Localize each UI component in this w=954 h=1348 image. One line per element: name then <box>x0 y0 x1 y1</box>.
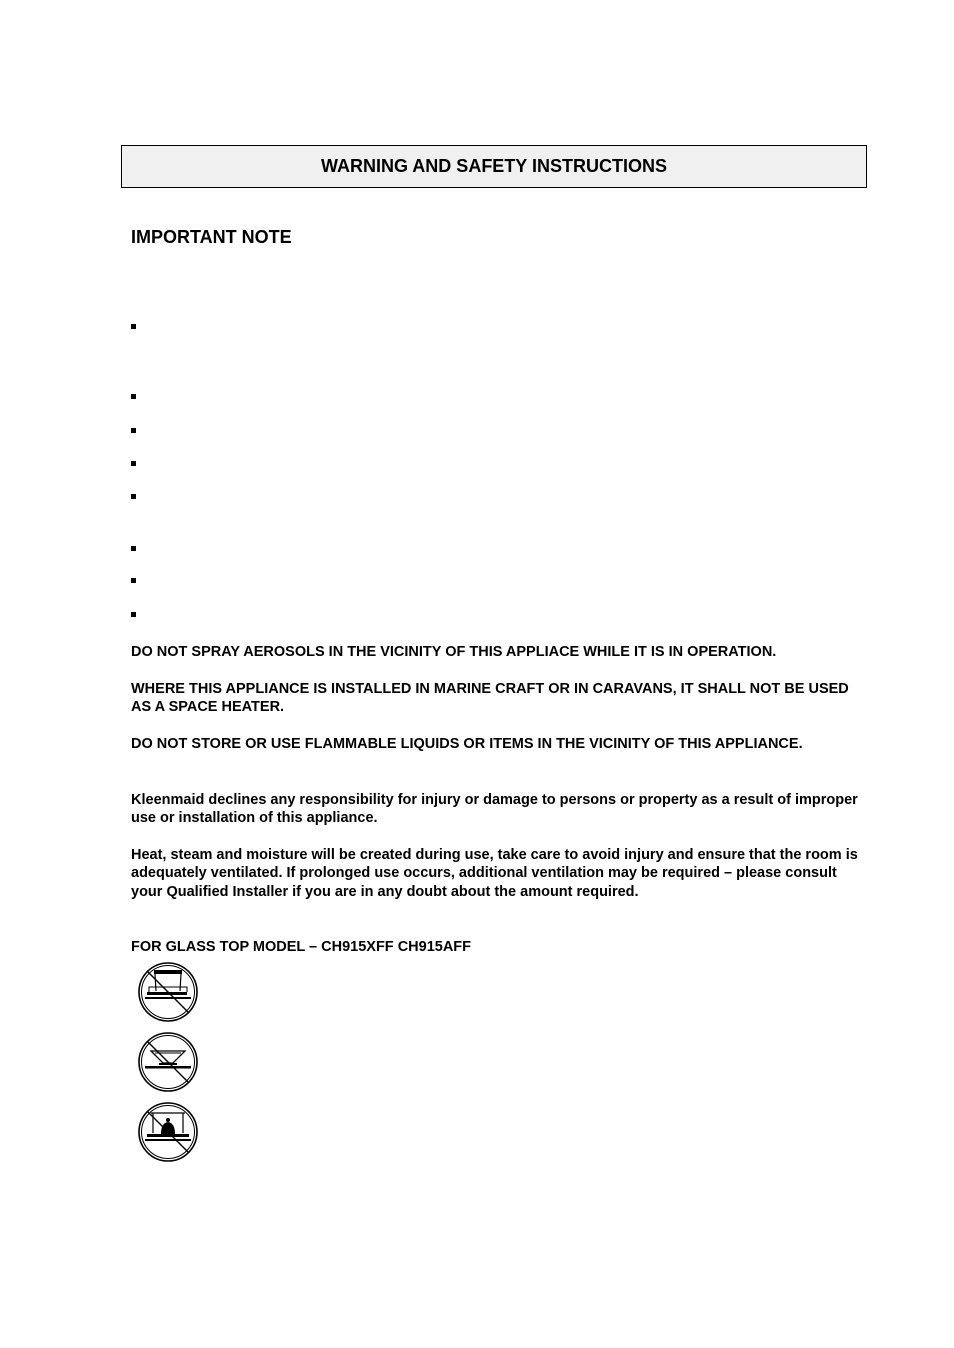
bullet-icon <box>131 612 136 617</box>
page-title: WARNING AND SAFETY INSTRUCTIONS <box>320 156 667 176</box>
no-pan-overhang-icon <box>137 961 199 1023</box>
important-note-heading: IMPORTANT NOTE <box>131 227 292 247</box>
marine-warning: WHERE THIS APPLIANCE IS INSTALLED IN MARINE CRAFT OR IN CARAVANS, IT SHALL NOT BE USED AS A SPACE HEATER. <box>131 681 849 716</box>
ventilation-notice: Heat, steam and moisture will be created during use, take care to avoid injury and ensure that the room is adequately ventilated. If prolonged use occurs, additional ventilation may be required – please consult your Qualified Installer if you are in any doubt about the amount required. <box>131 847 858 900</box>
aerosol-warning: DO NOT SPRAY AEROSOLS IN THE VICINITY OF THIS APPLIACE WHILE IT IS IN OPERATION. <box>131 644 777 660</box>
liability-notice: Kleenmaid declines any responsibility for injury or damage to persons or property as a result of improper use or installation of this appliance. <box>131 792 858 827</box>
bullet-icon <box>131 428 136 433</box>
no-kettle-icon <box>137 1101 199 1163</box>
bullet-icon <box>131 546 136 551</box>
title-box <box>121 145 867 188</box>
bullet-icon <box>131 461 136 466</box>
glass-top-heading: FOR GLASS TOP MODEL – CH915XFF CH915AFF <box>131 939 472 955</box>
bullet-icon <box>131 578 136 583</box>
bullet-icon <box>131 324 136 329</box>
no-wok-stand-icon <box>137 1031 199 1093</box>
bullet-icon <box>131 494 136 499</box>
bullet-icon <box>131 394 136 399</box>
flammable-warning: DO NOT STORE OR USE FLAMMABLE LIQUIDS OR ITEMS IN THE VICINITY OF THIS APPLIANCE. <box>131 736 803 752</box>
